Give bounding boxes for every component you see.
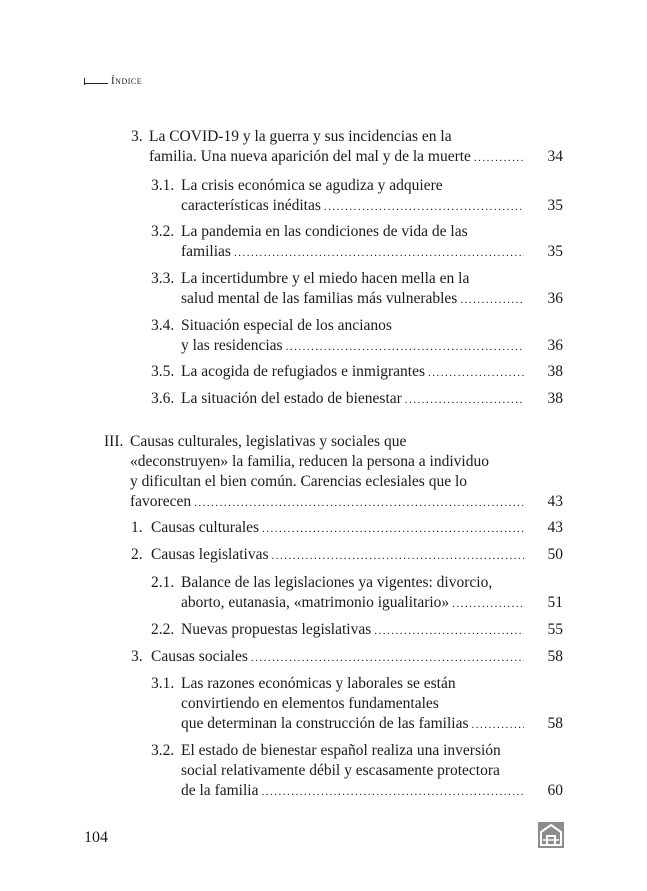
toc-entry-page-number[interactable]: 58 (547, 715, 563, 732)
toc-entry-page-number[interactable]: 43 (547, 519, 563, 536)
toc-entry-title-line: que determinan la construcción de las familias (181, 715, 469, 732)
toc-entry-number: 3.1. (151, 675, 175, 692)
toc-entry[interactable] (151, 362, 528, 382)
toc-entry-page-number[interactable]: 34 (547, 148, 563, 165)
toc-entry-page-number[interactable]: 35 (547, 197, 563, 214)
toc-entry-number: 1. (131, 519, 143, 536)
dot-leader (262, 519, 524, 539)
toc-entry-title-line: convirtiendo en elementos fundamentales (181, 695, 439, 712)
toc-entry[interactable] (151, 573, 528, 613)
toc-entry-title-line: Situación especial de los ancianos (181, 317, 392, 334)
dot-leader (452, 594, 524, 614)
toc-entry-number: 3.6. (151, 390, 175, 407)
toc-entry-title-line: La crisis económica se agudiza y adquiere (181, 177, 443, 194)
toc-entry-title-line: familia. Una nueva aparición del mal y de la muerte (149, 148, 471, 165)
toc-entry-title-line: La incertidumbre y el miedo hacen mella en la (181, 270, 470, 287)
dot-leader (251, 648, 524, 668)
toc-entry-title-line: aborto, eutanasia, «matrimonio igualitario» (181, 594, 450, 611)
toc-entry-page-number[interactable]: 58 (547, 648, 563, 665)
toc-entry-title-line: familias (181, 243, 231, 260)
toc-entry-title-line: salud mental de las familias más vulnerables (181, 290, 458, 307)
dot-leader (405, 390, 524, 410)
toc-entry[interactable] (151, 741, 528, 801)
toc-entry[interactable] (151, 176, 528, 216)
toc-entry[interactable] (131, 545, 528, 565)
toc-entry-page-number[interactable]: 50 (547, 546, 563, 563)
toc-entry-number: 3.2. (151, 223, 175, 240)
toc-entry[interactable] (131, 647, 528, 667)
toc-entry-title-line: favorecen (130, 493, 192, 510)
toc-entry[interactable] (151, 674, 528, 734)
toc-entry[interactable] (151, 222, 528, 262)
toc-entry-title-line: Causas sociales (151, 648, 248, 665)
dot-leader (428, 363, 524, 383)
dot-leader (286, 337, 524, 357)
toc-entry-title-line: Causas culturales (151, 519, 260, 536)
toc-entry-page-number[interactable]: 43 (547, 493, 563, 510)
toc-entry[interactable] (131, 518, 528, 538)
toc-entry[interactable] (151, 389, 528, 409)
toc-entry-title-line: «deconstruyen» la familia, reducen la persona a individuo (130, 453, 489, 470)
toc-entry-page-number[interactable]: 36 (547, 337, 563, 354)
toc-entry-title-line: y dificultan el bien común. Carencias eclesiales que lo (130, 473, 468, 490)
toc-entry-page-number[interactable]: 55 (547, 621, 563, 638)
dot-leader (261, 782, 524, 802)
toc-entry-number: 3. (131, 648, 143, 665)
toc-entry-title-line: de la familia (181, 782, 259, 799)
toc-entry-title-line: La pandemia en las condiciones de vida de las (181, 223, 468, 240)
toc-entry-number: 2.1. (151, 574, 175, 591)
toc-entry-page-number[interactable]: 51 (547, 594, 563, 611)
dot-leader (472, 715, 524, 735)
toc-entry-number: 3.1. (151, 177, 175, 194)
publisher-logo-icon (538, 822, 564, 848)
dot-leader (324, 197, 524, 217)
page-number: 104 (84, 829, 108, 846)
toc-entry-title-line: Las razones económicas y laborales se están (181, 675, 456, 692)
toc-entry-number: 2. (131, 546, 143, 563)
toc-entry-title-line: La COVID-19 y la guerra y sus incidencias en la (149, 128, 452, 145)
dot-leader (234, 243, 524, 263)
dot-leader (272, 546, 524, 566)
toc-entry-title-line: Balance de las legislaciones ya vigentes: divorcio, (181, 574, 493, 591)
toc-entry-number: 3.5. (151, 363, 175, 380)
toc-entry-title-line: Nuevas propuestas legislativas (181, 621, 372, 638)
toc-entry[interactable] (151, 316, 528, 356)
toc-entry[interactable] (104, 432, 528, 512)
header-title: Índice (111, 75, 143, 87)
toc-entry-title-line: y las residencias (181, 337, 283, 354)
toc-entry-title-line: El estado de bienestar español realiza una inversión (181, 742, 501, 759)
toc-entry[interactable] (151, 269, 528, 309)
toc-entry-number: 3. (131, 128, 143, 145)
toc-entry-page-number[interactable]: 35 (547, 243, 563, 260)
toc-entry-number: 3.4. (151, 317, 175, 334)
toc-entry-number: 3.2. (151, 742, 175, 759)
dot-leader (374, 621, 524, 641)
header-rule (84, 83, 108, 84)
toc-entry[interactable] (151, 620, 528, 640)
toc-entry-page-number[interactable]: 38 (547, 363, 563, 380)
dot-leader (460, 290, 524, 310)
toc-entry-number: 2.2. (151, 621, 175, 638)
toc-entry-page-number[interactable]: 36 (547, 290, 563, 307)
toc-entry-page-number[interactable]: 38 (547, 390, 563, 407)
dot-leader (194, 493, 524, 513)
toc-entry-number: 3.3. (151, 270, 175, 287)
toc-entry-title-line: Causas legislativas (151, 546, 269, 563)
toc-entry-title-line: características inéditas (181, 197, 321, 214)
toc-entry-title-line: La acogida de refugiados e inmigrantes (181, 363, 426, 380)
toc-entry-page-number[interactable]: 60 (547, 782, 563, 799)
toc-entry-number: III. (104, 433, 124, 450)
dot-leader (474, 148, 524, 168)
toc-entry-title-line: La situación del estado de bienestar (181, 390, 402, 407)
toc-entry-title-line: social relativamente débil y escasamente protectora (181, 762, 500, 779)
toc-entry-title-line: Causas culturales, legislativas y sociales que (130, 433, 407, 450)
toc-entry[interactable] (131, 127, 528, 167)
